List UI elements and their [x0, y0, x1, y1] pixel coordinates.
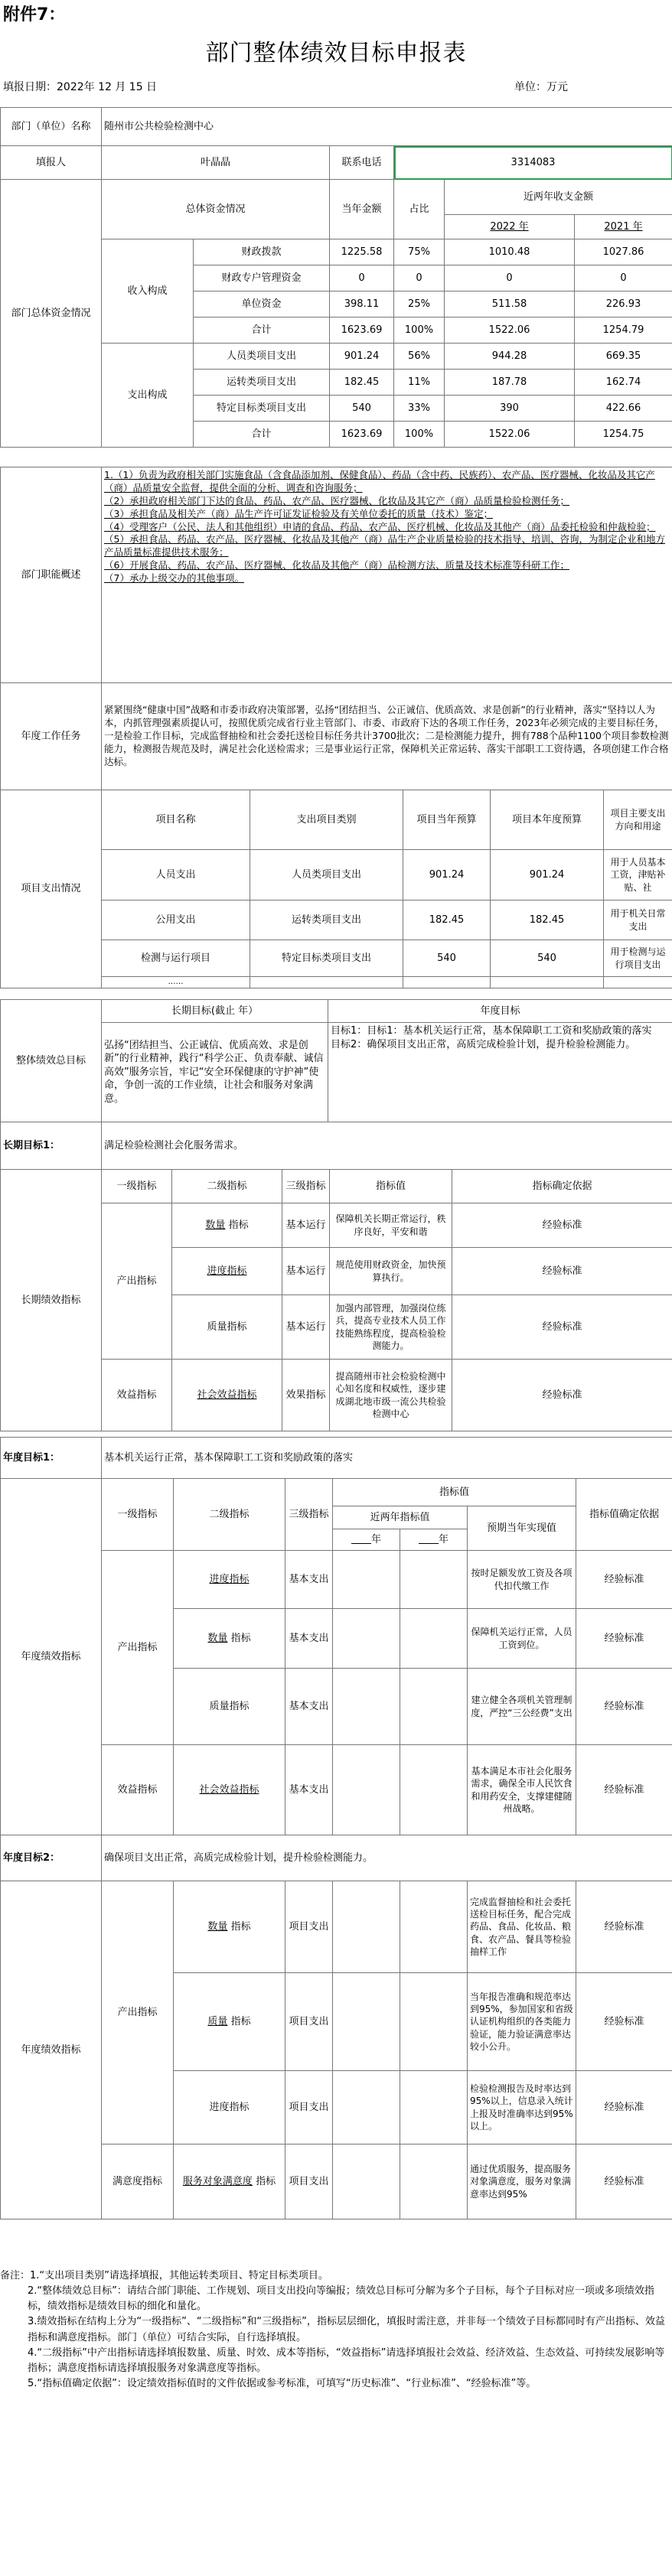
lg-h-l1: 一级指标	[102, 1170, 172, 1203]
expense-pct: 56%	[394, 344, 445, 370]
annual-task-label: 年度工作任务	[1, 683, 102, 790]
yg2-val: 完成监督抽检和社会委托送检目标任务，配合完成药品、食品、化妆品、粮食、农产品、餐具等检验抽样工作	[468, 1881, 576, 1973]
income-2021: 1027.86	[575, 239, 672, 265]
yg2-output-label: 产出指标	[102, 1881, 174, 2144]
yg1-l2-suffix: 指标	[230, 1632, 251, 1644]
lg-basis: 经验标准	[452, 1203, 672, 1248]
yg2-l2-suffix: 指标	[230, 2015, 251, 2027]
phone-label: 联系电话	[330, 146, 394, 180]
duty-item: （3）承担食品及相关产（商）品生产许可证发证检验及有关单位委托的质量（技术）鉴定；	[104, 507, 493, 519]
funds-section-label: 部门总体资金情况	[1, 180, 102, 448]
income-2022: 1522.06	[445, 318, 575, 344]
proj-b: 540	[491, 940, 604, 977]
duties-table	[0, 467, 672, 790]
yg1-l3: 基本支出	[285, 1551, 333, 1609]
lg-val: 提高随州市社会检验检测中心知名度和权威性，逐步建成湖北地市级一流公共检验检测中心	[330, 1360, 452, 1431]
income-name: 合计	[194, 318, 330, 344]
expense-2021: 669.35	[575, 344, 672, 370]
proj-header: 项目主要支出方向和用途	[604, 790, 672, 850]
dept-label: 部门（单位）名称	[1, 108, 102, 146]
overall-goal-table	[0, 999, 672, 1122]
expense-label: 支出构成	[102, 344, 194, 448]
expense-cur: 540	[330, 396, 394, 422]
proj-b: 901.24	[491, 850, 604, 900]
expense-cur: 182.45	[330, 370, 394, 396]
yg2-basis: 经验标准	[576, 1881, 672, 1973]
projects-label: 项目支出情况	[1, 790, 102, 988]
lg-l3: 基本运行	[282, 1203, 330, 1248]
lg-l2: 数量	[205, 1219, 226, 1231]
yg1-l2: 进度指标	[174, 1551, 285, 1609]
proj-cat: 人员类项目支出	[250, 850, 403, 900]
income-pct: 0	[394, 265, 445, 291]
long-goal-text: 弘扬“团结担当、公正诚信、优质高效、求是创新”的行业精神，践行“科学公正、负责奉献、诚信高效”服务宗旨，牢记“安全环保健康的守护神”使命，争创一流的工作业绩，让社会和服务对象满意。	[102, 1023, 328, 1122]
income-2021: 0	[575, 265, 672, 291]
yg2-l2-suffix: 指标	[256, 2175, 276, 2187]
lg-val: 加强内部管理，加强岗位练兵，提高专业技术人员工作技能熟练程度，提高检验检测能力。	[330, 1295, 452, 1360]
yg1-basis: 经验标准	[576, 1551, 672, 1609]
yg2-basis: 经验标准	[576, 1973, 672, 2071]
yg2-l2: 进度指标	[174, 2071, 285, 2144]
proj-use: 用于机关日常支出	[604, 900, 672, 940]
income-2022: 511.58	[445, 291, 575, 318]
duty-item: （5）承担食品、药品、农产品、医疗器械、化妆品及其他产（商）品生产企业质量检验的技术指导、培训、咨询，为制定企业和地方产品质量标准提供技术服务；	[104, 533, 665, 559]
expense-2021: 422.66	[575, 396, 672, 422]
phone-value[interactable]: 3314083	[394, 146, 672, 180]
yg1-effect-label: 效益指标	[102, 1745, 174, 1835]
funds-header: 总体资金情况	[102, 180, 330, 239]
yg1-h-year: 年	[438, 1533, 449, 1545]
expense-pct: 100%	[394, 422, 445, 448]
proj-header: 支出项目类别	[250, 790, 403, 850]
yg2-perf-label: 年度绩效指标	[1, 1881, 102, 2219]
year-goal2-label: 年度目标2：	[1, 1835, 102, 1881]
expense-2021: 162.74	[575, 370, 672, 396]
duty-item: （6）开展食品、药品、农产品、医疗器械、化妆品及其他产（商）品检测方法、质量及技术标准等科研工作；	[104, 559, 569, 572]
income-2022: 1010.48	[445, 239, 575, 265]
proj-b: 182.45	[491, 900, 604, 940]
note-line: 备注：1.“支出项目类别”请选择填报，其他运转类项目、特定目标类项目。	[0, 2270, 328, 2281]
duty-item: （7）承办上级交办的其他事项。	[104, 572, 244, 584]
yg1-output-label: 产出指标	[102, 1551, 174, 1745]
income-name: 财政拨款	[194, 239, 330, 265]
lg-output-label: 产出指标	[102, 1203, 172, 1360]
yg2-basis: 经验标准	[576, 2071, 672, 2144]
income-name: 单位资金	[194, 291, 330, 318]
note-line: 4.“二级指标”中产出指标请选择填报数量、质量、时效、成本等指标，“效益指标”请选择填报社会效益、经济效益、生态效益、可持续发展影响等指标；满意度指标请选择填报服务对象满意度等指标。	[28, 2346, 665, 2374]
income-2021: 226.93	[575, 291, 672, 318]
income-2022: 0	[445, 265, 575, 291]
note-line: 3.绩效指标在结构上分为“一级指标”、“二级指标”和“三级指标”，指标层层细化，填报时需注意，并非每一个绩效子目标都同时有产出指标、效益指标和满意度指标。部门（单位）可结合实际，自行选择填报。	[28, 2316, 665, 2343]
lg-l2: 社会效益指标	[172, 1360, 282, 1431]
funds-table	[0, 107, 672, 448]
expense-pct: 33%	[394, 396, 445, 422]
expense-name: 合计	[194, 422, 330, 448]
long-goal-label: 长期目标1：	[1, 1122, 102, 1170]
year-goal-header: 年度目标	[328, 1000, 672, 1023]
proj-use: 用于人员基本工资，津贴补贴、社	[604, 850, 672, 900]
proj-header: 项目本年度预算	[491, 790, 604, 850]
lg-l3: 基本运行	[282, 1295, 330, 1360]
proj-name: 检测与运行项目	[102, 940, 250, 977]
lg-h-l3: 三级指标	[282, 1170, 330, 1203]
expense-2021: 1254.75	[575, 422, 672, 448]
yg1-l3: 基本支出	[285, 1609, 333, 1669]
proj-cat: 特定目标类项目支出	[250, 940, 403, 977]
income-2021: 1254.79	[575, 318, 672, 344]
year-goal2-desc: 确保项目支出正常，高质完成检验计划，提升检验检测能力。	[102, 1835, 672, 1881]
long-goal-table	[0, 1122, 672, 1431]
long-goal-desc: 满足检验检测社会化服务需求。	[102, 1122, 672, 1170]
yg2-l2: 数量	[207, 1920, 228, 1933]
duties-label: 部门职能概述	[1, 467, 102, 683]
yg1-val: 基本满足本市社会化服务需求，确保全市人民饮食和用药安全，支撑建健随州战略。	[468, 1745, 576, 1835]
expense-pct: 11%	[394, 370, 445, 396]
expense-2022: 1522.06	[445, 422, 575, 448]
yg1-h-basis: 指标值确定依据	[576, 1479, 672, 1551]
expense-2022: 390	[445, 396, 575, 422]
expense-name: 人员类项目支出	[194, 344, 330, 370]
year-2022-header: 2022 年	[445, 215, 575, 239]
yg1-basis: 经验标准	[576, 1745, 672, 1835]
lg-basis: 经验标准	[452, 1248, 672, 1295]
lg-l2: 进度指标	[172, 1248, 282, 1295]
yg2-val: 检验检测报告及时率达到95%以上，信息录入统计上报及时准确率达到95%以上。	[468, 2071, 576, 2144]
expense-name: 运转类项目支出	[194, 370, 330, 396]
year-2021-header: 2021 年	[575, 215, 672, 239]
year-goal1-desc: 基本机关运行正常，基本保障职工工资和奖励政策的落实	[102, 1438, 672, 1479]
lg-effect-label: 效益指标	[102, 1360, 172, 1431]
yg2-l2-suffix: 指标	[230, 1920, 251, 1933]
yg1-val: 保障机关运行正常，人员工资到位。	[468, 1609, 576, 1669]
income-cur: 398.11	[330, 291, 394, 318]
proj-header: 项目当年预算	[403, 790, 491, 850]
yg1-l2: 数量	[207, 1632, 228, 1644]
lg-basis: 经验标准	[452, 1295, 672, 1360]
year-goal1-table	[0, 1437, 672, 1835]
unit-label: 单位：万元	[514, 81, 568, 93]
proj-use: 用于检测与运行项目支出	[604, 940, 672, 977]
income-pct: 75%	[394, 239, 445, 265]
yg2-l2: 服务对象满意度	[182, 2175, 253, 2187]
annual-task-text: 紧紧围绕“健康中国”战略和市委市政府决策部署，弘扬“团结担当、公正诚信、优质高效、求是创新”的行业精神，落实“坚持以人为本，内抓管理强素质提认可，按照优质完成省行业主管部门、市委、市政府下达的各项工作任务，2023年必须完成的主要目标任务，一是检验工作目标，完成监督抽检和社会委托送检目标任务共计3700批次；二是检测能力提升，拥有788个品种1100个项目参数检测能力，检测报告规范及时，满足社会化送检需求；三是事业运行正常，保障机关正常运转、落实干部职工工资待遇，各项创建工作合格达标。	[102, 683, 672, 790]
filler-label: 填报人	[1, 146, 102, 180]
yg2-l3: 项目支出	[285, 2071, 333, 2144]
year-goal-text: 目标1：目标1：基本机关运行正常，基本保障职工工资和奖励政策的落实 目标2：确保项目支出正常，高质完成检验计划，提升检验检测能力。	[328, 1023, 672, 1122]
proj-name: 公用支出	[102, 900, 250, 940]
lg-h-l2: 二级指标	[172, 1170, 282, 1203]
lg-l2-suffix: 指标	[228, 1219, 249, 1231]
overall-label: 整体绩效总目标	[1, 1000, 102, 1122]
yg1-val: 按时足额发放工资及各项代扣代缴工作	[468, 1551, 576, 1609]
notes	[0, 2268, 672, 2392]
yg2-l2: 质量	[207, 2015, 228, 2027]
income-cur: 0	[330, 265, 394, 291]
yg1-l3: 基本支出	[285, 1669, 333, 1745]
year-goal2-table	[0, 1835, 672, 2219]
lg-h-val: 指标值	[330, 1170, 452, 1203]
yg1-h-year: 年	[370, 1533, 381, 1545]
proj-cat: 运转类项目支出	[250, 900, 403, 940]
proj-name: 人员支出	[102, 850, 250, 900]
yg1-basis: 经验标准	[576, 1669, 672, 1745]
duty-item: （2）承担政府相关部门下达的食品、药品、农产品、医疗器械、化妆品及其它产（商）品质量检验检测任务；	[104, 494, 569, 506]
yg2-val: 通过优质服务，提高服务对象满意度，服务对象满意率达到95%	[468, 2144, 576, 2219]
income-pct: 25%	[394, 291, 445, 318]
yg2-val: 当年报告准确和规范率达到95%，参加国家和省级认证机构组织的各类能力验证，能力验证满意率达较小公升。	[468, 1973, 576, 2071]
note-line: 5.“指标值确定依据”：设定绩效指标值时的文件依据或参考标准，可填写“历史标准”、“行业标准”、“经验标准”等。	[28, 2377, 537, 2389]
yg1-basis: 经验标准	[576, 1609, 672, 1669]
year-goal1-label: 年度目标1：	[1, 1438, 102, 1479]
long-perf-label: 长期绩效指标	[1, 1170, 102, 1431]
yg1-h-expect: 预期当年实现值	[468, 1506, 576, 1551]
expense-2022: 187.78	[445, 370, 575, 396]
expense-name: 特定目标类项目支出	[194, 396, 330, 422]
attachment-label: 附件7：	[3, 5, 66, 24]
income-cur: 1623.69	[330, 318, 394, 344]
lg-h-basis: 指标确定依据	[452, 1170, 672, 1203]
current-amount-header: 当年金额	[330, 180, 394, 239]
yg1-perf-label: 年度绩效指标	[1, 1479, 102, 1835]
note-line: 2.“整体绩效总目标”：请结合部门职能、工作规划、项目支出投向等编报；绩效总目标可分解为多个子目标，每个子目标对应一项或多项绩效指标，绩效指标是绩效目标的细化和量化。	[28, 2285, 654, 2313]
income-pct: 100%	[394, 318, 445, 344]
lg-l3: 基本运行	[282, 1248, 330, 1295]
proj-a: 182.45	[403, 900, 491, 940]
income-name: 财政专户管理资金	[194, 265, 330, 291]
income-cur: 1225.58	[330, 239, 394, 265]
lg-val: 保障机关长期正常运行，秩序良好，平安和谐	[330, 1203, 452, 1248]
proj-a: 901.24	[403, 850, 491, 900]
yg1-h-l1: 一级指标	[102, 1479, 174, 1551]
expense-2022: 944.28	[445, 344, 575, 370]
lg-l2: 质量指标	[172, 1295, 282, 1360]
proj-a: 540	[403, 940, 491, 977]
duty-item: （4）受理客户（公民、法人和其他组织）申请的食品、药品、农产品、医疗机械、化妆品及其他产（商）品委托检验和仲裁检验；	[104, 520, 656, 532]
yg1-val: 建立健全各项机关管理制度，严控“三公经费”支出	[468, 1669, 576, 1745]
lg-l3: 效果指标	[282, 1360, 330, 1431]
long-goal-header: 长期目标(截止 年）	[102, 1000, 328, 1023]
dept-name: 随州市公共检验检测中心	[102, 108, 672, 146]
yg1-h-l3: 三级指标	[285, 1479, 333, 1551]
expense-cur: 1623.69	[330, 422, 394, 448]
filler-name: 叶晶晶	[102, 146, 330, 180]
yg2-sat-label: 满意度指标	[102, 2144, 174, 2219]
yg1-h-val: 指标值	[333, 1479, 576, 1506]
page-title: 部门整体绩效目标申报表	[205, 40, 467, 67]
duty-item: 1.（1）负责为政府相关部门实施食品（含食品添加剂、保健食品）、药品（含中药、民族药）、农产品、医疗器械、化妆品及其它产（商）品质量安全监督，提供全面的分析、调查和咨询服务；	[104, 469, 655, 493]
ratio-header: 占比	[394, 180, 445, 239]
yg2-l3: 项目支出	[285, 1881, 333, 1973]
proj-dots: ……	[102, 977, 250, 988]
yg1-l2: 社会效益指标	[174, 1745, 285, 1835]
expense-cur: 901.24	[330, 344, 394, 370]
lg-basis: 经验标准	[452, 1360, 672, 1431]
projects-table	[0, 790, 672, 988]
yg2-l3: 项目支出	[285, 2144, 333, 2219]
yg1-h-recent: 近两年指标值	[333, 1506, 468, 1529]
income-label: 收入构成	[102, 239, 194, 344]
lg-val: 规范使用财政资金，加快预算执行。	[330, 1248, 452, 1295]
fill-date: 填报日期：2022年 12 月 15 日	[3, 81, 158, 93]
yg1-l3: 基本支出	[285, 1745, 333, 1835]
yg2-l3: 项目支出	[285, 1973, 333, 2071]
yg2-basis: 经验标准	[576, 2144, 672, 2219]
yg1-l2: 质量指标	[174, 1669, 285, 1745]
prev-years-header: 近两年收支金额	[445, 180, 672, 215]
proj-header: 项目名称	[102, 790, 250, 850]
yg1-h-l2: 二级指标	[174, 1479, 285, 1551]
